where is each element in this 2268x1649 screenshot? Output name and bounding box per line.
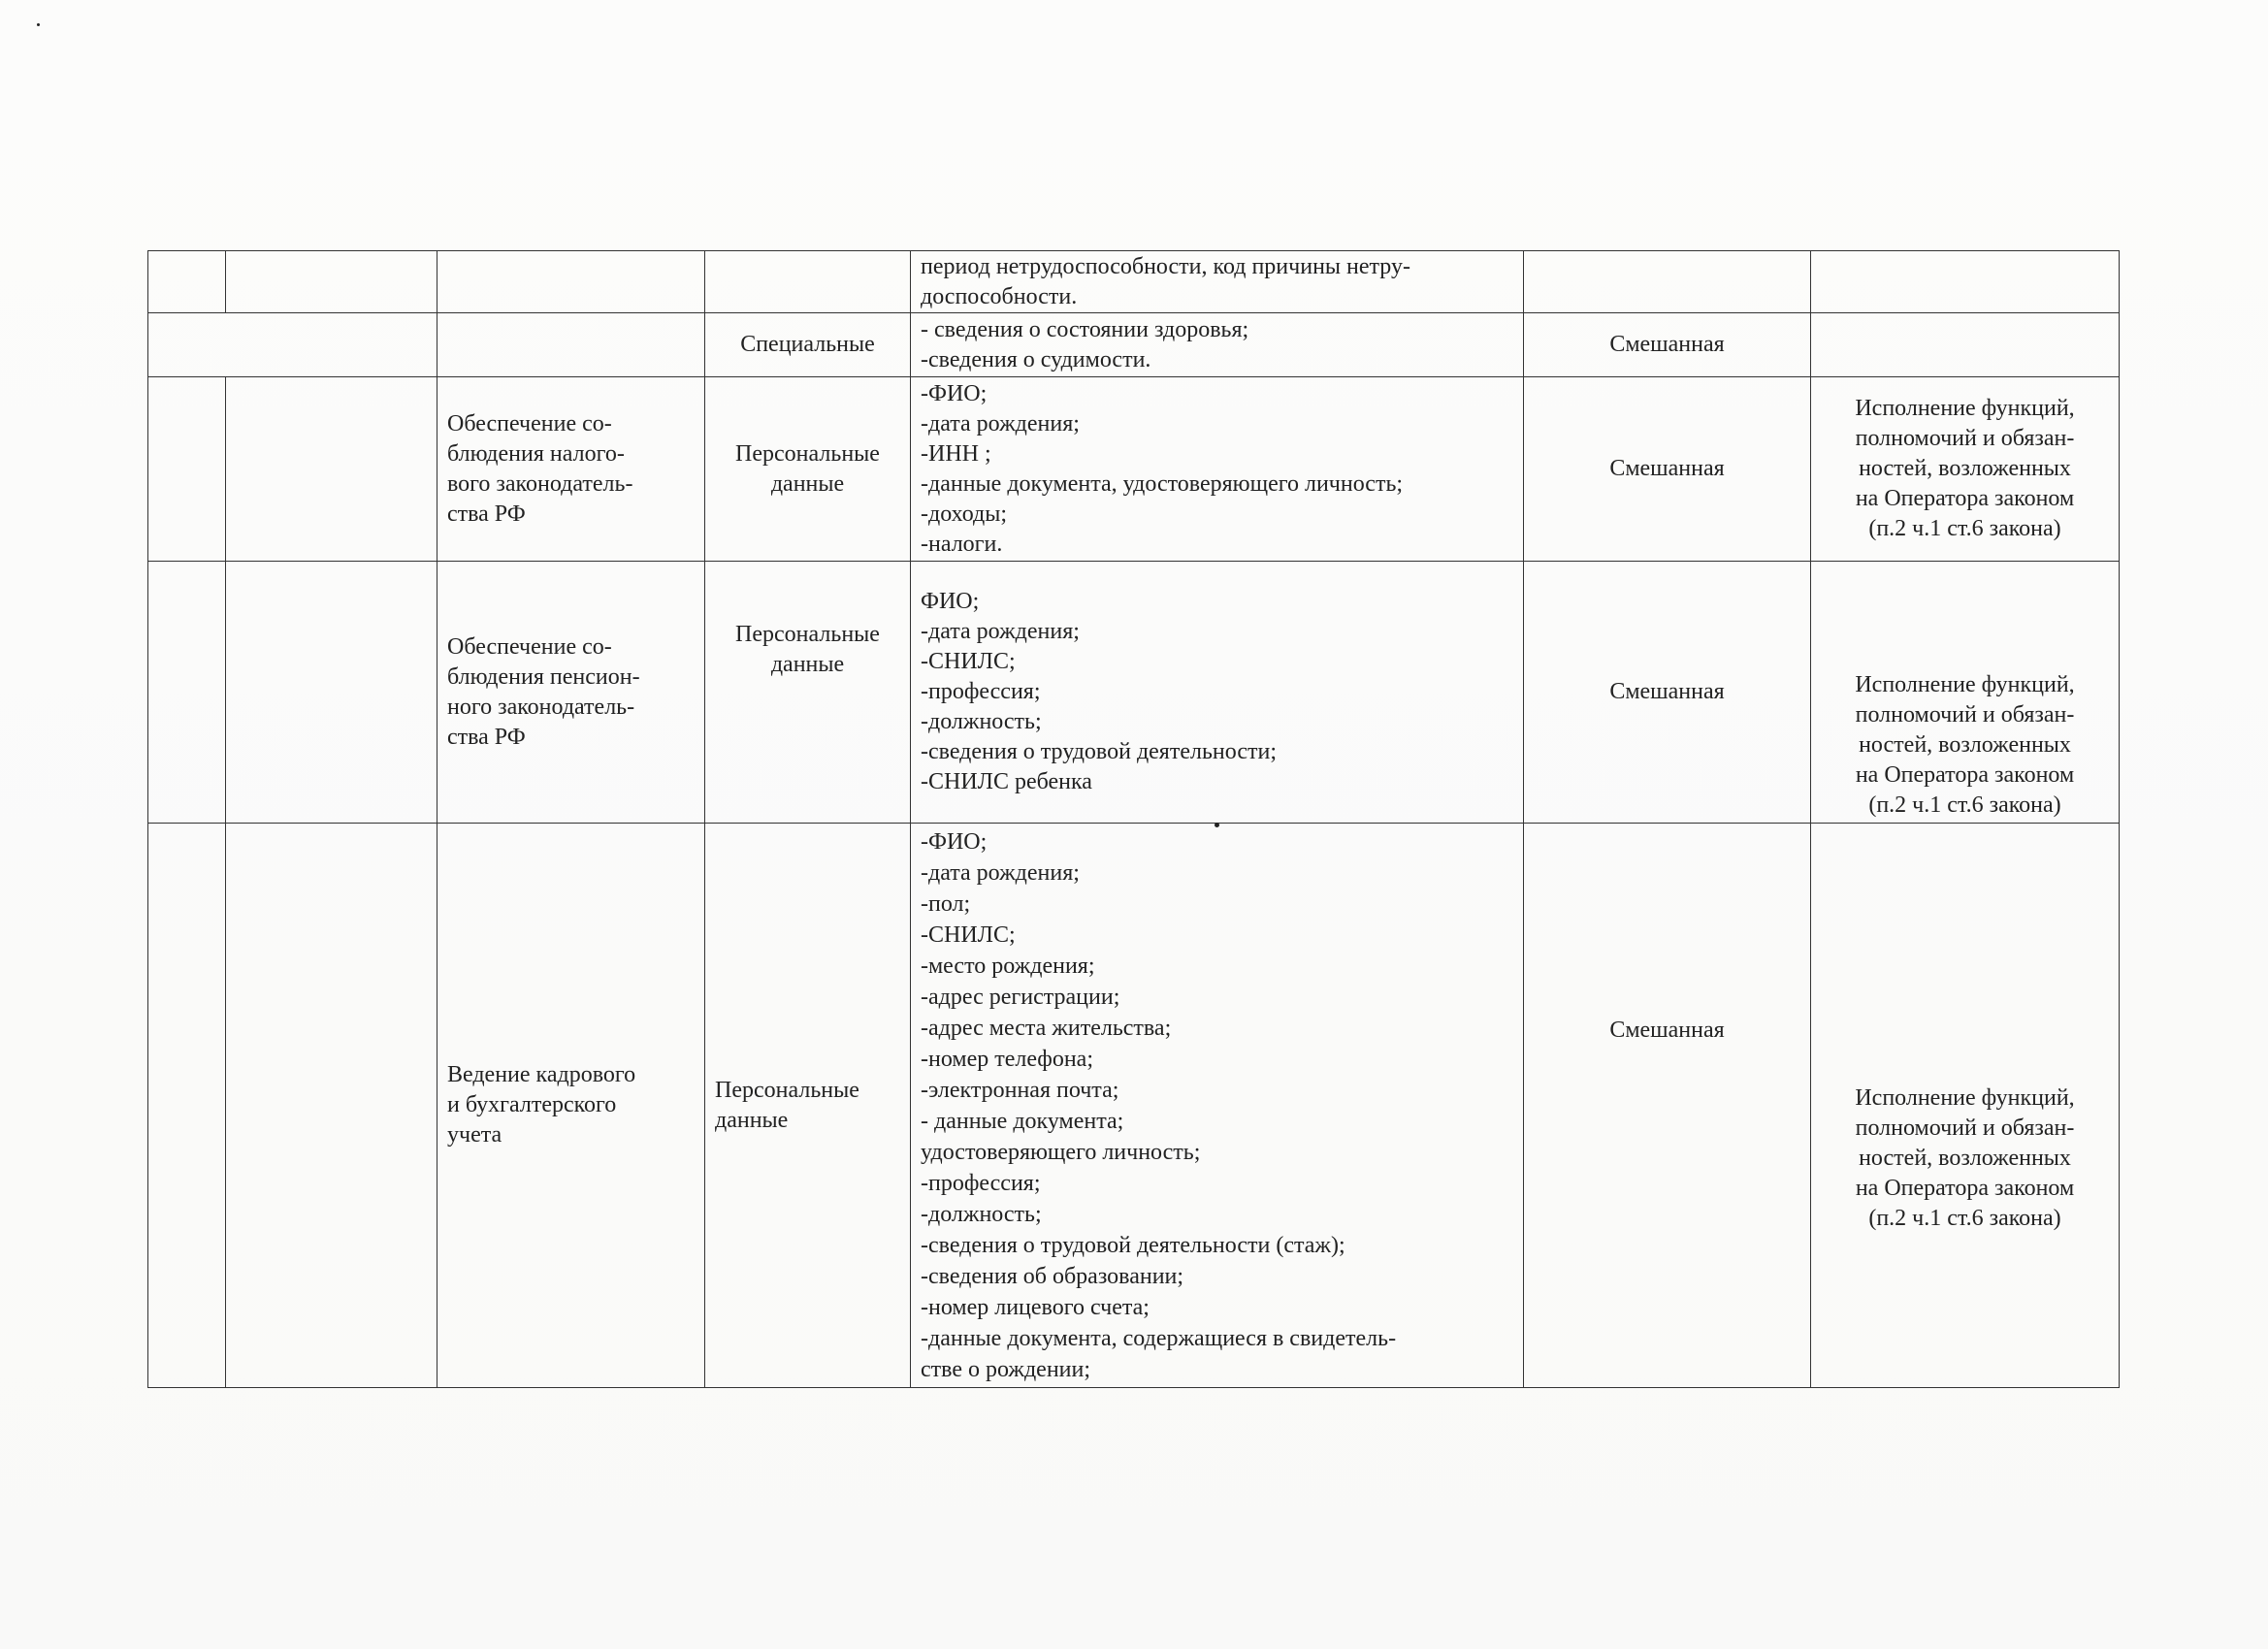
- scan-speck: [1215, 823, 1219, 827]
- list-item: -дата рождения;: [921, 619, 1080, 644]
- list-item: -ФИО;: [921, 380, 988, 406]
- cell-purpose: [437, 251, 705, 313]
- cell-data-list: [911, 313, 1524, 377]
- cell-category: [705, 377, 911, 562]
- personal-data-table: [147, 250, 2120, 1388]
- cell-number: [148, 377, 226, 562]
- category-line: данные: [770, 470, 845, 497]
- basis-line: полномочий и обязан-: [1855, 426, 2075, 451]
- basis-line: Исполнение функций,: [1855, 1085, 2075, 1111]
- purpose-line: блюдения налого-: [447, 440, 625, 467]
- cell-data-list: [911, 562, 1524, 824]
- cell-legal-basis: [1811, 824, 2120, 1388]
- list-item: -дата рождения;: [921, 410, 1080, 436]
- list-item: -пол;: [921, 890, 971, 917]
- cell-data-list: [911, 251, 1524, 313]
- list-item: -электронная почта;: [921, 1077, 1119, 1103]
- cell-empty: [226, 251, 437, 313]
- cell-empty: [226, 824, 437, 1388]
- purpose-line: Обеспечение со-: [447, 410, 612, 436]
- list-item: -номер телефона;: [921, 1046, 1093, 1072]
- cell-purpose: [437, 313, 705, 377]
- list-item: -сведения о судимости.: [921, 346, 1151, 372]
- list-item: -дата рождения;: [921, 859, 1080, 886]
- list-item: удостоверяющего личность;: [921, 1139, 1201, 1165]
- list-item: период нетрудоспособности, код причины нетру-: [921, 253, 1410, 279]
- cell-processing-mode: Смешанная: [1524, 824, 1811, 1388]
- cell-processing-mode: [1524, 251, 1811, 313]
- list-item: -доходы;: [921, 501, 1008, 527]
- list-item: -место рождения;: [921, 953, 1095, 979]
- list-item: -СНИЛС;: [921, 922, 1016, 948]
- list-item: -номер лицевого счета;: [921, 1294, 1150, 1320]
- list-item: ФИО;: [921, 589, 980, 614]
- purpose-line: учета: [447, 1122, 502, 1148]
- cell-processing-mode: Смешанная: [1524, 377, 1811, 562]
- list-item: -СНИЛС ребенка: [921, 769, 1092, 794]
- cell-number: [148, 824, 226, 1388]
- list-item: -данные документа, удостоверяющего личность;: [921, 470, 1404, 497]
- list-item: стве о рождении;: [921, 1356, 1091, 1382]
- list-item: -адрес места жительства;: [921, 1015, 1172, 1041]
- basis-line: на Оператора законом: [1855, 762, 2075, 788]
- purpose-line: ства РФ: [447, 501, 526, 527]
- category-line: Персональные: [715, 1077, 859, 1103]
- table-row: [148, 562, 2120, 824]
- cell-empty: [226, 377, 437, 562]
- basis-line: ностей, возложенных: [1859, 732, 2071, 758]
- table-row: [148, 824, 2120, 1388]
- table-row: [148, 251, 2120, 313]
- category-line: данные: [770, 652, 845, 677]
- cell-data-list: [911, 377, 1524, 562]
- list-item: -адрес регистрации;: [921, 984, 1120, 1010]
- cell-processing-mode: Смешанная: [1524, 562, 1811, 824]
- list-item: -сведения о трудовой деятельности (стаж);: [921, 1232, 1345, 1258]
- list-item: -налоги.: [921, 531, 1003, 557]
- cell-number: [148, 562, 226, 824]
- list-item: -ИНН ;: [921, 440, 991, 467]
- cell-data-list: [911, 824, 1524, 1388]
- cell-number: [148, 251, 226, 313]
- cell-purpose: [437, 824, 705, 1388]
- list-item: -должность;: [921, 1201, 1042, 1227]
- purpose-line: Обеспечение со-: [447, 633, 612, 660]
- cell-category: Специальные: [705, 313, 911, 377]
- basis-line: полномочий и обязан-: [1855, 702, 2075, 728]
- purpose-line: ства РФ: [447, 724, 526, 750]
- category-line: данные: [715, 1107, 789, 1133]
- cell-legal-basis: [1811, 313, 2120, 377]
- cell-category: [705, 824, 911, 1388]
- scan-speck: [37, 23, 40, 26]
- cell-category: [705, 251, 911, 313]
- list-item: -должность;: [921, 709, 1042, 734]
- cell-category: [705, 562, 911, 824]
- basis-line: Исполнение функций,: [1855, 396, 2075, 421]
- cell-processing-mode: Смешанная: [1524, 313, 1811, 377]
- category-line: Персональные: [735, 440, 880, 467]
- list-item: -сведения об образовании;: [921, 1263, 1184, 1289]
- purpose-line: блюдения пенсион-: [447, 663, 640, 690]
- purpose-line: Ведение кадрового: [447, 1062, 636, 1087]
- list-item: -сведения о трудовой деятельности;: [921, 739, 1277, 764]
- basis-line: ностей, возложенных: [1859, 1146, 2071, 1171]
- cell-empty: [226, 562, 437, 824]
- purpose-line: вого законодатель-: [447, 470, 633, 497]
- cell-legal-basis: [1811, 562, 2120, 824]
- list-item: -данные документа, содержащиеся в свидетель-: [921, 1325, 1397, 1351]
- basis-line: Исполнение функций,: [1855, 672, 2075, 697]
- cell-legal-basis: [1811, 251, 2120, 313]
- basis-line: (п.2 ч.1 ст.6 закона): [1868, 1206, 2061, 1231]
- list-item: - сведения о состоянии здоровья;: [921, 316, 1249, 342]
- basis-line: на Оператора законом: [1855, 1176, 2075, 1201]
- basis-line: полномочий и обязан-: [1855, 1116, 2075, 1141]
- list-item: -профессия;: [921, 1170, 1041, 1196]
- cell-purpose: [437, 562, 705, 824]
- list-item: -профессия;: [921, 679, 1041, 704]
- cell-legal-basis: [1811, 377, 2120, 562]
- table-row: [148, 377, 2120, 562]
- list-item: -ФИО;: [921, 828, 988, 855]
- basis-line: (п.2 ч.1 ст.6 закона): [1868, 516, 2061, 541]
- basis-line: ностей, возложенных: [1859, 456, 2071, 481]
- basis-line: (п.2 ч.1 ст.6 закона): [1868, 792, 2061, 818]
- cell-purpose: [437, 377, 705, 562]
- category-line: Персональные: [735, 622, 880, 647]
- list-item: -СНИЛС;: [921, 649, 1016, 674]
- table-row: [148, 313, 2120, 377]
- list-item: - данные документа;: [921, 1108, 1124, 1134]
- basis-line: на Оператора законом: [1855, 486, 2075, 511]
- purpose-line: и бухгалтерского: [447, 1092, 617, 1117]
- list-item: доспособности.: [921, 283, 1078, 309]
- purpose-line: ного законодатель-: [447, 694, 635, 720]
- cell-merged-empty: [148, 313, 437, 377]
